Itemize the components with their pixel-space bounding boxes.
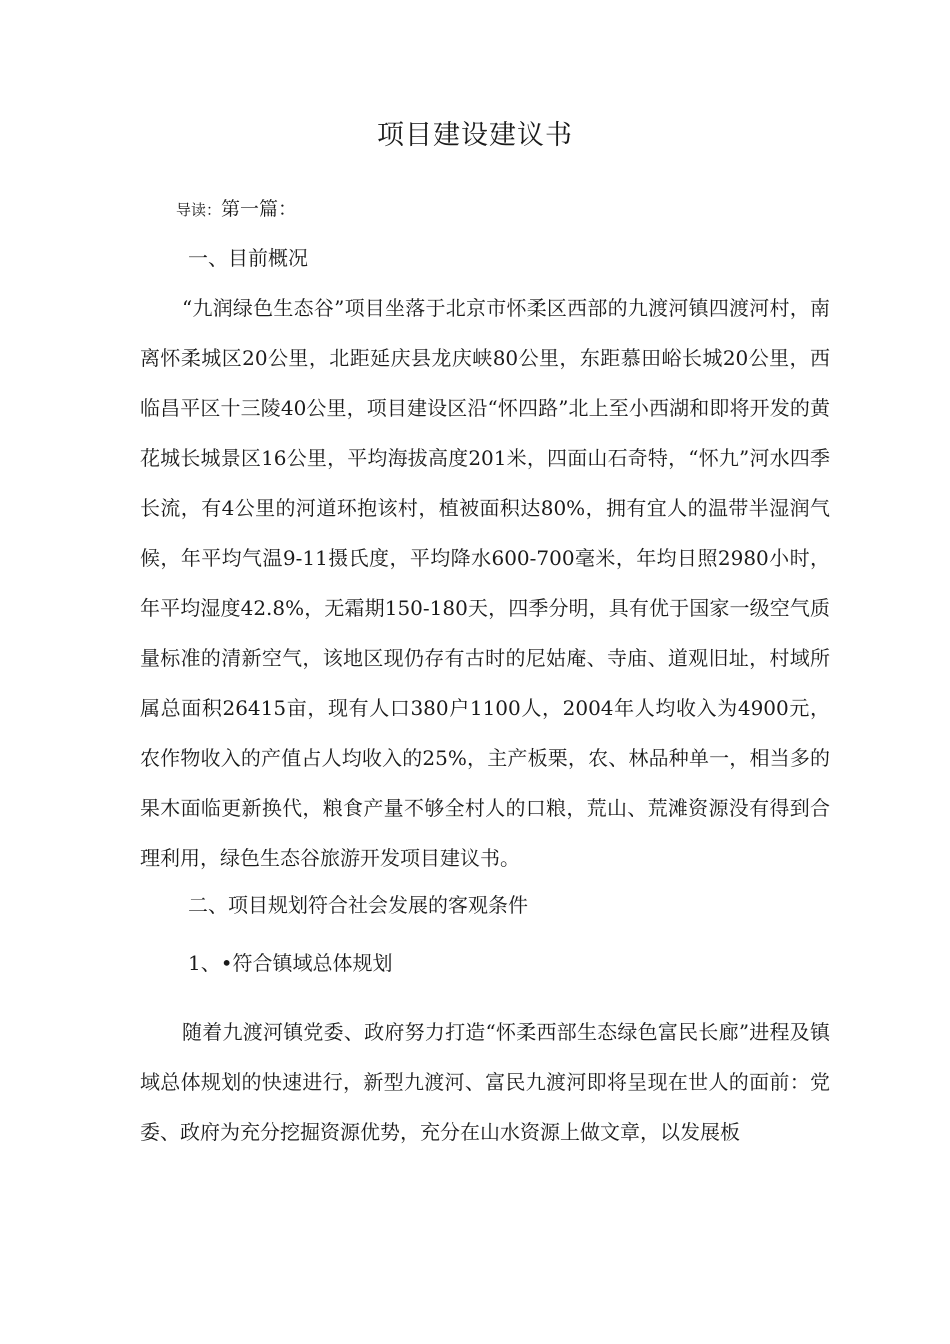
intro-label: 导读： [176, 201, 222, 219]
intro-text: 第一篇： [221, 198, 298, 220]
document-title: 项目建设建议书 [377, 120, 573, 151]
paragraph-town-plan: 随着九渡河镇党委、政府努力打造“怀柔西部生态绿色富民长廊”进程及镇域总体规划的快速进行，新型九渡河、富民九渡河即将呈现在世人的面前：党委、政府为充分挖掘资源优势，充分在山水资源上做文章，以发展板 [140, 1020, 830, 1144]
section-heading-overview: 一、目前概况 [188, 246, 308, 270]
subsection-heading-town-plan: 1、•符合镇域总体规划 [188, 951, 393, 975]
section-heading-conditions: 二、项目规划符合社会发展的客观条件 [188, 893, 528, 917]
intro-line [176, 196, 297, 223]
paragraph-overview: “九润绿色生态谷”项目坐落于北京市怀柔区西部的九渡河镇四渡河村，南离怀柔城区20公里，北距延庆县龙庆峡80公里，东距慕田峪长城20公里，西临昌平区十三陵40公里，项目建设区沿“怀四路”北上至小西湖和即将开发的黄花城长城景区16公里，平均海拔高度201米，四面山石奇特，“怀九”河水四季长流，有4公里的河道环抱该村，植被面积达80%，拥有宜人的温带半湿润气候，年平均气温9-11摄氏度，平均降水600-700毫米，年均日照2980小时，年平均湿度42.8%，无霜期150-180天，四季分明，具有优于国家一级空气质量标准的清新空气，该地区现仍存有古时的尼姑庵、寺庙、道观旧址，村域所属总面积26415亩，现有人口380户1100人，2004年人均收入为4900元，农作物收入的产值占人均收入的25%，主产板栗，农、林品种单一，相当多的果木面临更新换代，粮食产量不够全村人的口粮，荒山、荒滩资源没有得到合理利用，绿色生态谷旅游开发项目建议书。 [140, 296, 830, 870]
